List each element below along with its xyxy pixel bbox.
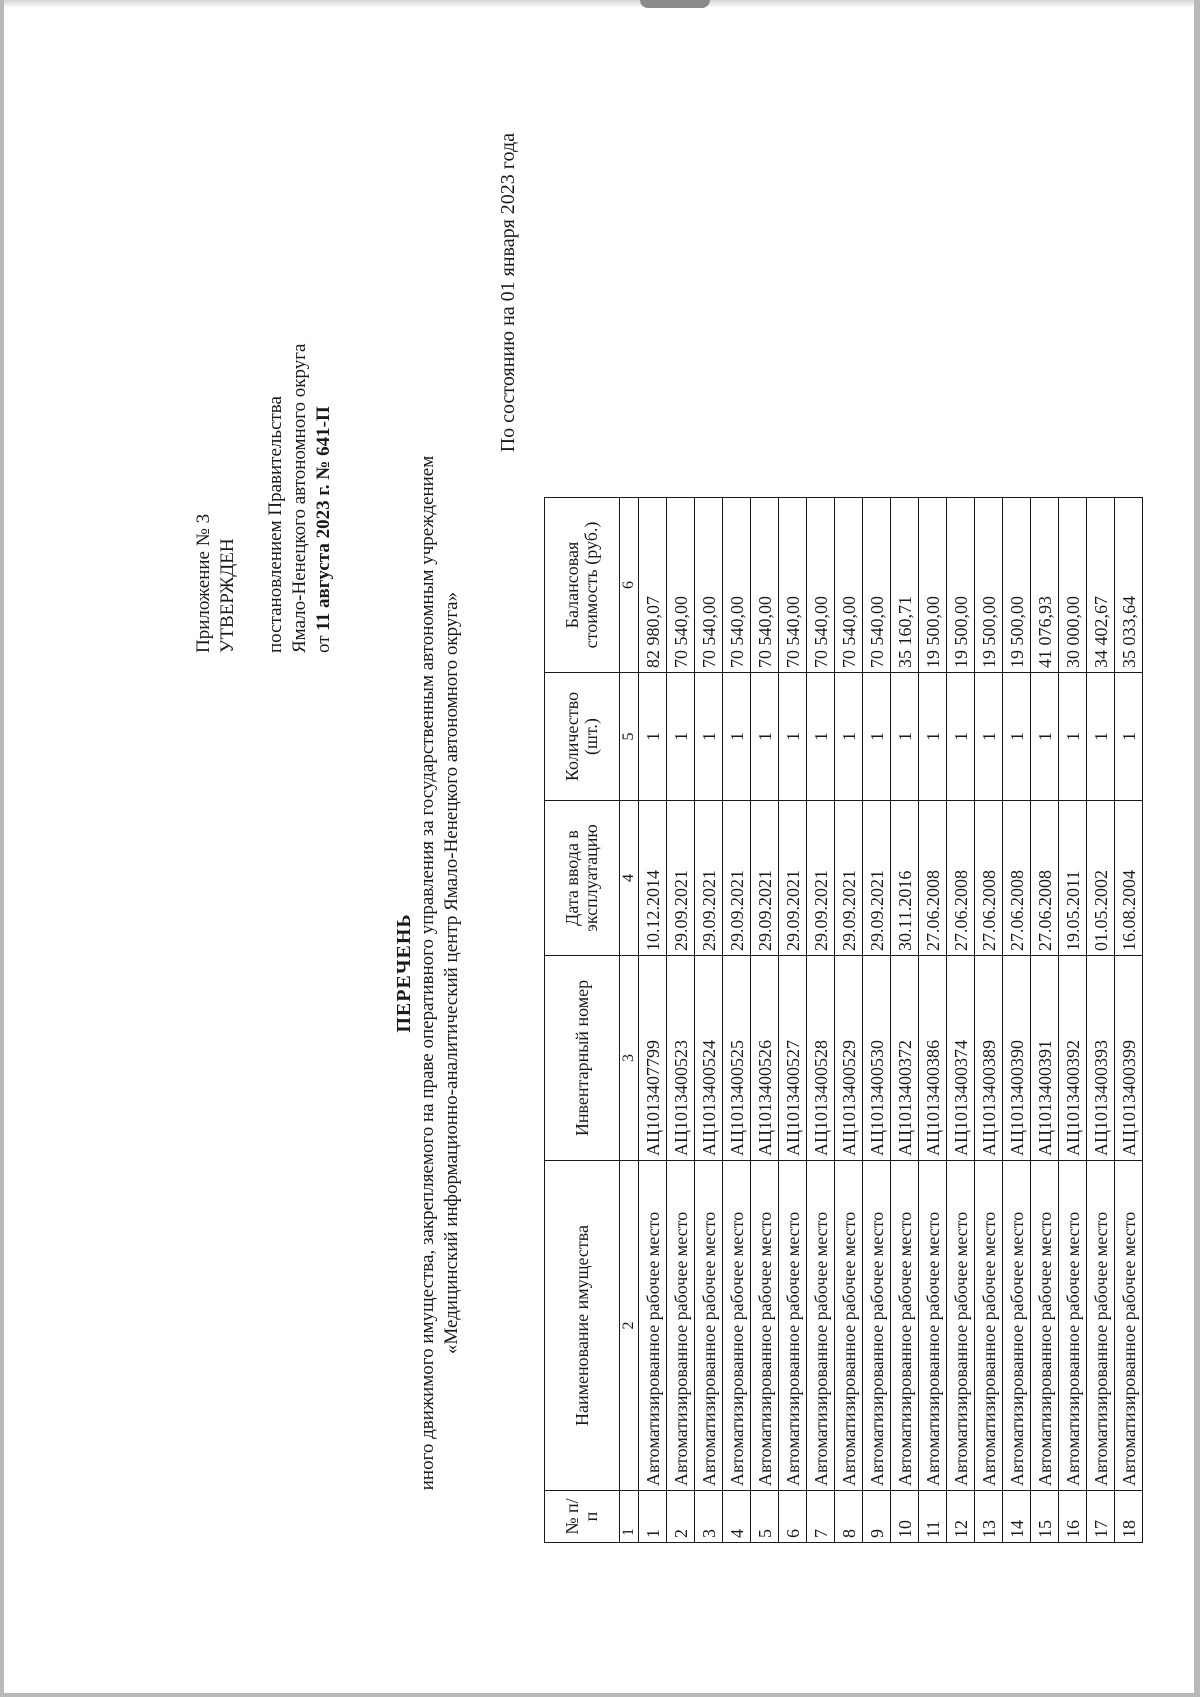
quantity: 1 [639, 673, 667, 801]
table-row [835, 498, 863, 1543]
inventory-number: АЦ1013400526 [751, 956, 779, 1161]
table-row [1115, 498, 1143, 1543]
book-value: 19 500,00 [975, 498, 1003, 673]
book-value: 70 540,00 [695, 498, 723, 673]
as-of-date: По состоянию на 01 января 2023 года [497, 133, 519, 453]
table-row [975, 498, 1003, 1543]
document-page [4, 0, 1194, 1693]
row-number: 11 [919, 1491, 947, 1543]
commission-date: 29.09.2021 [863, 801, 891, 956]
item-name: Автоматизированное рабочее место [1059, 1161, 1087, 1491]
column-header: Наименование имущества [545, 1161, 620, 1491]
table-row [919, 498, 947, 1543]
item-name: Автоматизированное рабочее место [751, 1161, 779, 1491]
commission-date: 29.09.2021 [723, 801, 751, 956]
inventory-number: АЦ1013400386 [919, 956, 947, 1161]
book-value: 70 540,00 [667, 498, 695, 673]
quantity: 1 [1031, 673, 1059, 801]
quantity: 1 [1115, 673, 1143, 801]
commission-date: 29.09.2021 [751, 801, 779, 956]
row-number: 10 [891, 1491, 919, 1543]
table-row [751, 498, 779, 1543]
row-number: 8 [835, 1491, 863, 1543]
column-header: Количество (шт.) [545, 673, 620, 801]
quantity: 1 [667, 673, 695, 801]
item-name: Автоматизированное рабочее место [863, 1161, 891, 1491]
item-name: Автоматизированное рабочее место [779, 1161, 807, 1491]
table-row [1059, 498, 1087, 1543]
book-value: 35 160,71 [891, 498, 919, 673]
table-body [639, 498, 1143, 1543]
commission-date: 16.08.2004 [1115, 801, 1143, 956]
decree-date-line [312, 53, 336, 653]
inventory-number: АЦ1013400372 [891, 956, 919, 1161]
decree-date-number: 11 августа 2023 г. № 641-П [313, 406, 334, 631]
quantity: 1 [863, 673, 891, 801]
property-table [544, 497, 1143, 1543]
row-number: 12 [947, 1491, 975, 1543]
decree-line: постановлением Правительства [265, 396, 286, 653]
column-header: № п/п [545, 1491, 620, 1543]
book-value: 41 076,93 [1031, 498, 1059, 673]
row-number: 13 [975, 1491, 1003, 1543]
item-name: Автоматизированное рабочее место [1031, 1161, 1059, 1491]
book-value: 34 402,67 [1087, 498, 1115, 673]
quantity: 1 [751, 673, 779, 801]
row-number: 16 [1059, 1491, 1087, 1543]
book-value: 30 000,00 [1059, 498, 1087, 673]
commission-date: 19.05.2011 [1059, 801, 1087, 956]
commission-date: 29.09.2021 [807, 801, 835, 956]
commission-date: 27.06.2008 [1003, 801, 1031, 956]
commission-date: 27.06.2008 [947, 801, 975, 956]
inventory-number: АЦ1013400528 [807, 956, 835, 1161]
item-name: Автоматизированное рабочее место [947, 1161, 975, 1491]
inventory-number: АЦ1013400529 [835, 956, 863, 1161]
column-number: 5 [620, 673, 639, 801]
quantity: 1 [919, 673, 947, 801]
item-name: Автоматизированное рабочее место [723, 1161, 751, 1491]
row-number: 17 [1087, 1491, 1115, 1543]
commission-date: 30.11.2016 [891, 801, 919, 956]
row-number: 15 [1031, 1491, 1059, 1543]
table-row [947, 498, 975, 1543]
decree-region: Ямало-Ненецкого автономного округа [289, 343, 310, 653]
item-name: Автоматизированное рабочее место [1003, 1161, 1031, 1491]
row-number: 6 [779, 1491, 807, 1543]
title-main: ПЕРЕЧЕНЬ [393, 913, 415, 1033]
row-number: 18 [1115, 1491, 1143, 1543]
inventory-number: АЦ1013400527 [779, 956, 807, 1161]
item-name: Автоматизированное рабочее место [695, 1161, 723, 1491]
approval-stamp [192, 53, 336, 653]
inventory-number: АЦ1013400391 [1031, 956, 1059, 1161]
table-row [1003, 498, 1031, 1543]
book-value: 82 980,07 [639, 498, 667, 673]
table-row [667, 498, 695, 1543]
table-header-row [545, 498, 620, 1543]
book-value: 19 500,00 [947, 498, 975, 673]
book-value: 19 500,00 [1003, 498, 1031, 673]
inventory-number: АЦ1013400530 [863, 956, 891, 1161]
row-number: 14 [1003, 1491, 1031, 1543]
commission-date: 27.06.2008 [975, 801, 1003, 956]
inventory-number: АЦ1013400390 [1003, 956, 1031, 1161]
quantity: 1 [807, 673, 835, 801]
inventory-number: АЦ1013400392 [1059, 956, 1087, 1161]
row-number: 7 [807, 1491, 835, 1543]
column-number: 6 [620, 498, 639, 673]
column-number: 2 [620, 1161, 639, 1491]
column-number: 4 [620, 801, 639, 956]
column-header: Инвентарный номер [545, 956, 620, 1161]
title-subtitle-line2: «Медицинский информационно-аналитический центр Ямало-Ненецкого автономного округа» [441, 591, 462, 1355]
commission-date: 27.06.2008 [919, 801, 947, 956]
quantity: 1 [975, 673, 1003, 801]
row-number: 3 [695, 1491, 723, 1543]
item-name: Автоматизированное рабочее место [891, 1161, 919, 1491]
commission-date: 29.09.2021 [695, 801, 723, 956]
table-row [695, 498, 723, 1543]
decree-date-prefix: от [313, 630, 334, 653]
table-row [891, 498, 919, 1543]
item-name: Автоматизированное рабочее место [919, 1161, 947, 1491]
item-name: Автоматизированное рабочее место [807, 1161, 835, 1491]
inventory-number: АЦ1013400399 [1115, 956, 1143, 1161]
quantity: 1 [695, 673, 723, 801]
book-value: 19 500,00 [919, 498, 947, 673]
row-number: 4 [723, 1491, 751, 1543]
title-subtitle-line1: иного движимого имущества, закрепляемого на праве оперативного управления за государственным автономным учреждением [417, 455, 438, 1491]
book-value: 70 540,00 [835, 498, 863, 673]
quantity: 1 [891, 673, 919, 801]
inventory-number: АЦ1013400374 [947, 956, 975, 1161]
item-name: Автоматизированное рабочее место [667, 1161, 695, 1491]
commission-date: 29.09.2021 [779, 801, 807, 956]
quantity: 1 [835, 673, 863, 801]
item-name: Автоматизированное рабочее место [639, 1161, 667, 1491]
quantity: 1 [947, 673, 975, 801]
row-number: 2 [667, 1491, 695, 1543]
row-number: 1 [639, 1491, 667, 1543]
quantity: 1 [1003, 673, 1031, 801]
book-value: 70 540,00 [751, 498, 779, 673]
commission-date: 29.09.2021 [835, 801, 863, 956]
item-name: Автоматизированное рабочее место [1087, 1161, 1115, 1491]
table-row [723, 498, 751, 1543]
table-row [807, 498, 835, 1543]
inventory-number: АЦ1013400393 [1087, 956, 1115, 1161]
appendix-number: Приложение № 3 [193, 513, 214, 653]
table-row [1031, 498, 1059, 1543]
inventory-number: АЦ1013407799 [639, 956, 667, 1161]
table-row [639, 498, 667, 1543]
document-title [392, 413, 464, 1533]
book-value: 70 540,00 [807, 498, 835, 673]
inventory-number: АЦ1013400389 [975, 956, 1003, 1161]
table-column-number-row [620, 498, 639, 1543]
row-number: 9 [863, 1491, 891, 1543]
commission-date: 27.06.2008 [1031, 801, 1059, 956]
inventory-number: АЦ1013400524 [695, 956, 723, 1161]
item-name: Автоматизированное рабочее место [1115, 1161, 1143, 1491]
quantity: 1 [1059, 673, 1087, 801]
item-name: Автоматизированное рабочее место [835, 1161, 863, 1491]
item-name: Автоматизированное рабочее место [975, 1161, 1003, 1491]
column-header: Балансовая стоимость (руб.) [545, 498, 620, 673]
column-number: 1 [620, 1491, 639, 1543]
quantity: 1 [779, 673, 807, 801]
book-value: 70 540,00 [779, 498, 807, 673]
table-row [1087, 498, 1115, 1543]
quantity: 1 [723, 673, 751, 801]
commission-date: 10.12.2014 [639, 801, 667, 956]
column-header: Дата ввода в эксплуатацию [545, 801, 620, 956]
table-row [779, 498, 807, 1543]
book-value: 35 033,64 [1115, 498, 1143, 673]
rotated-page-content [4, 0, 1194, 1693]
quantity: 1 [1087, 673, 1115, 801]
inventory-number: АЦ1013400523 [667, 956, 695, 1161]
column-number: 3 [620, 956, 639, 1161]
inventory-number: АЦ1013400525 [723, 956, 751, 1161]
commission-date: 29.09.2021 [667, 801, 695, 956]
row-number: 5 [751, 1491, 779, 1543]
book-value: 70 540,00 [723, 498, 751, 673]
book-value: 70 540,00 [863, 498, 891, 673]
commission-date: 01.05.2002 [1087, 801, 1115, 956]
approved-label: УТВЕРЖДЕН [217, 538, 238, 653]
table-row [863, 498, 891, 1543]
